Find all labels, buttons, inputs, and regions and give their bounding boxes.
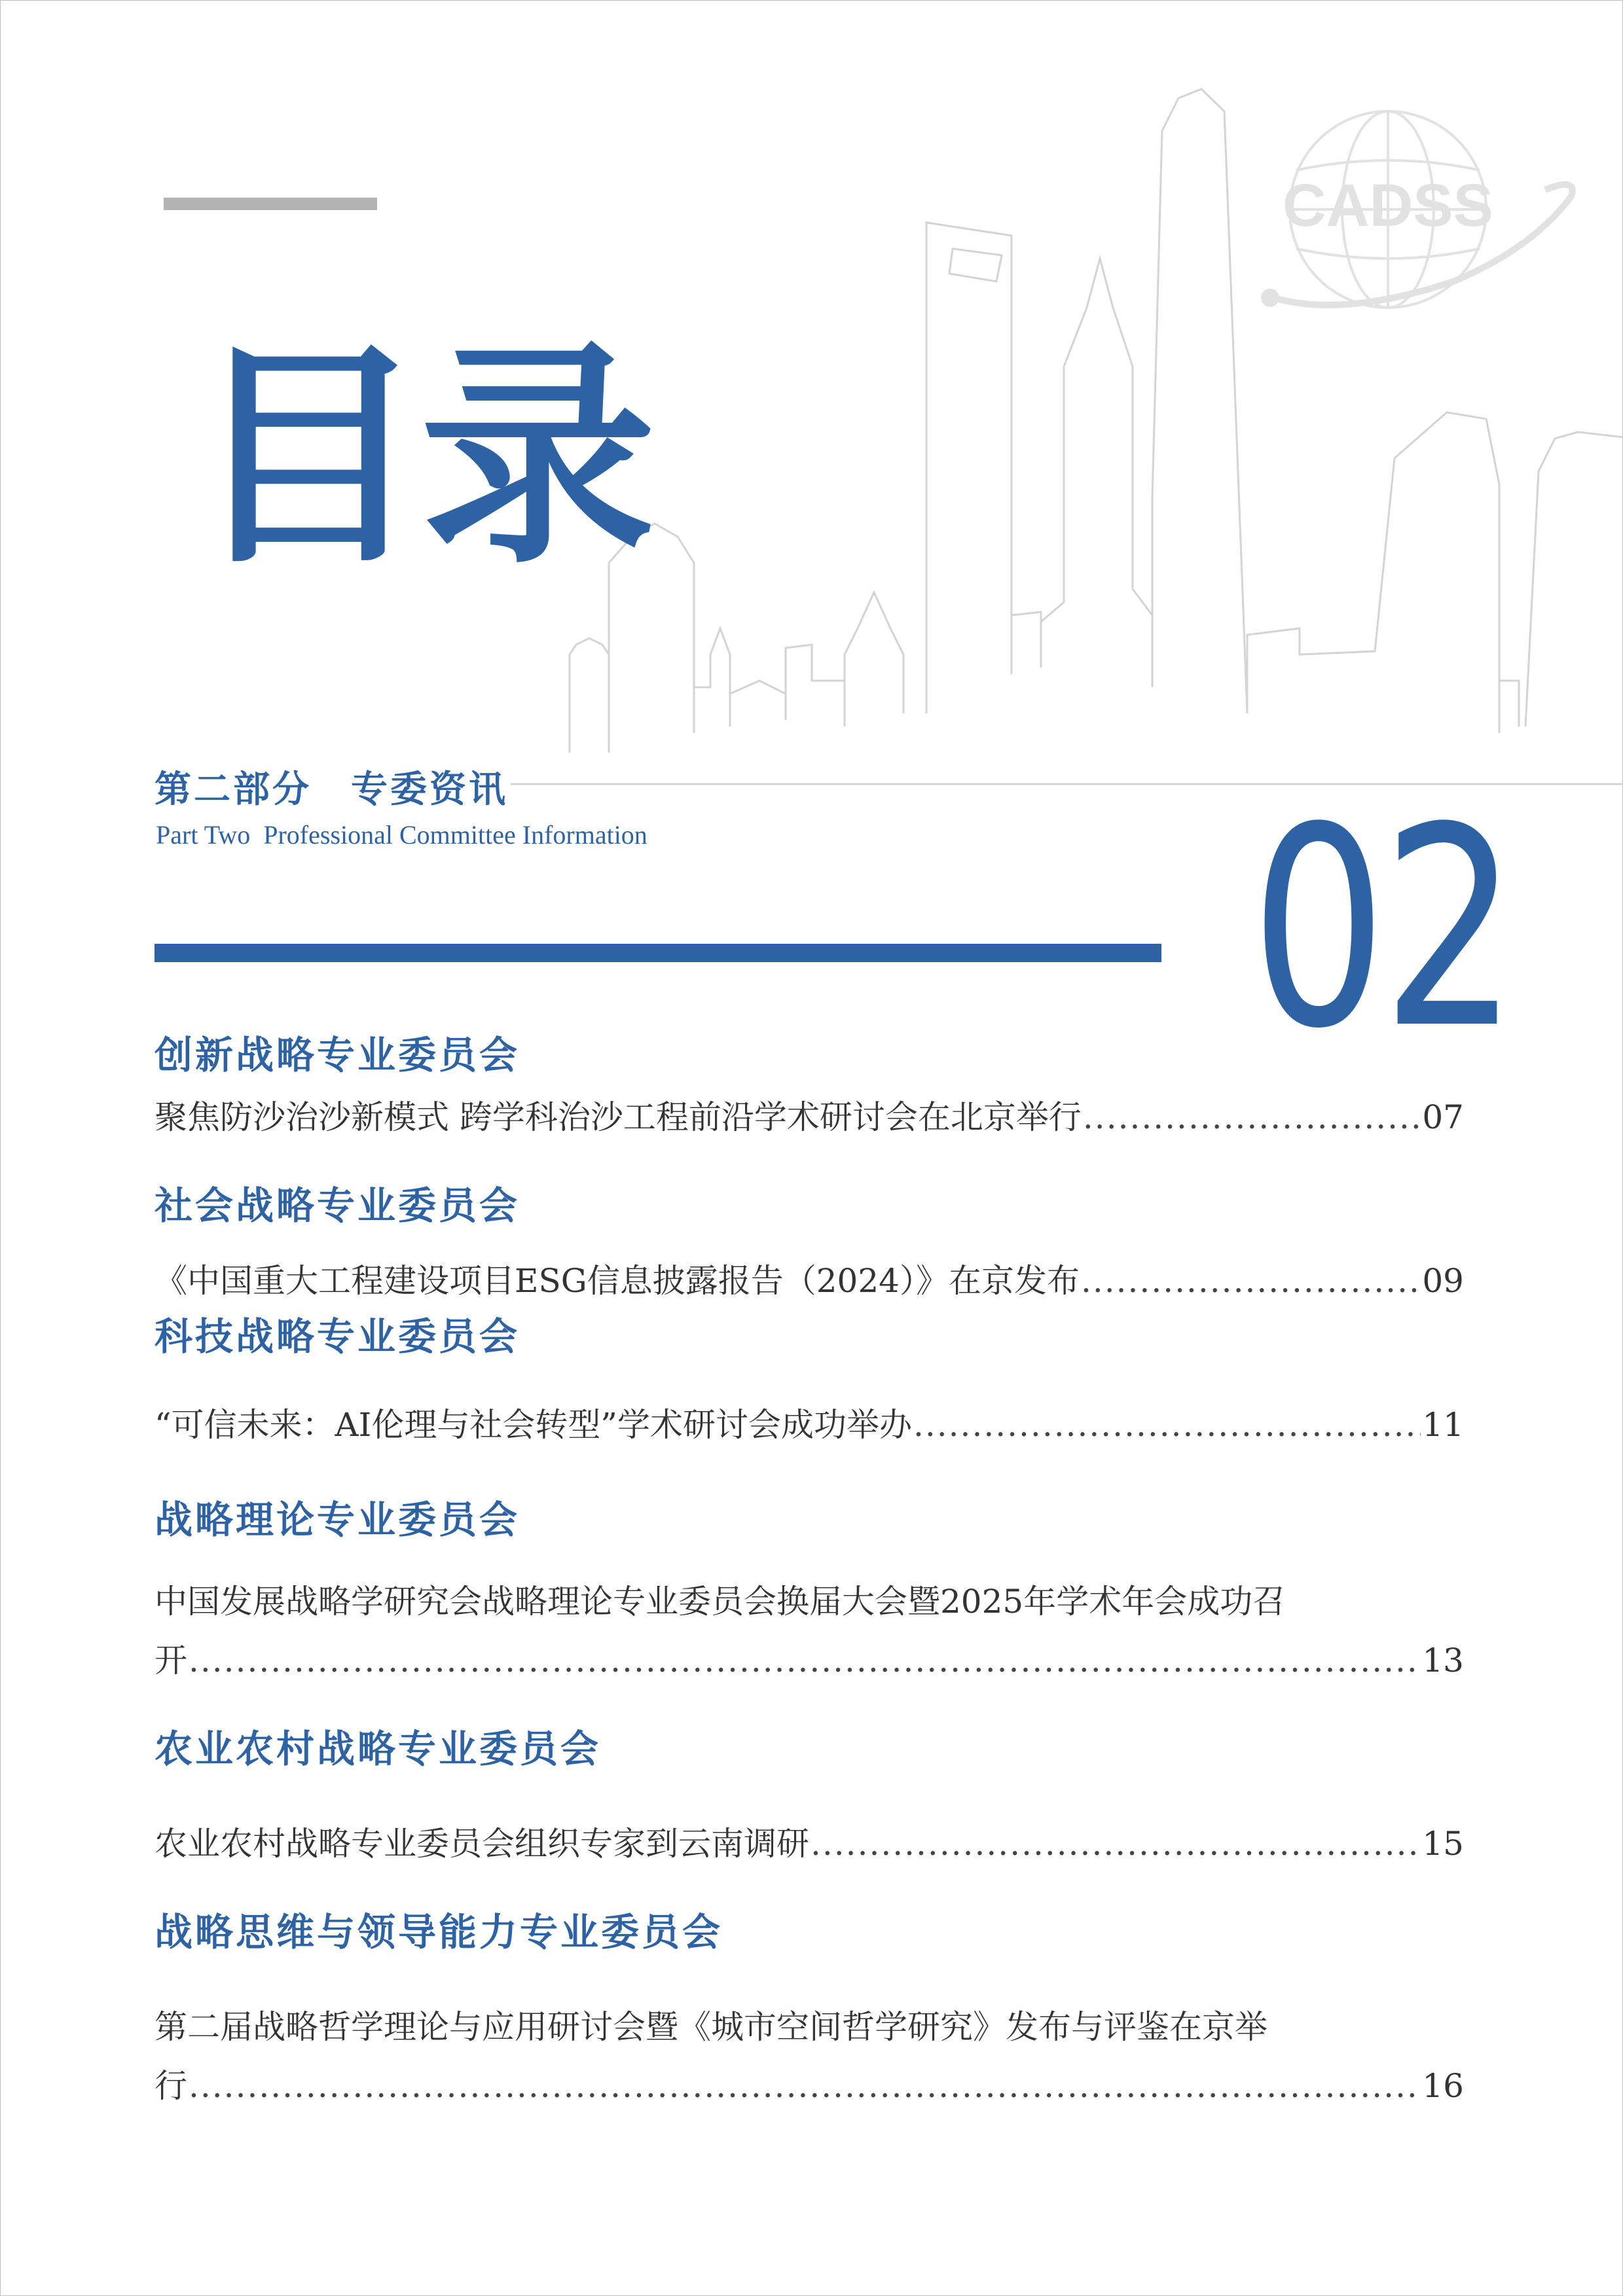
toc-page-number: 15 bbox=[1422, 1825, 1464, 1863]
toc-entry-title-line: 第二届战略哲学理论与应用研讨会暨《城市空间哲学研究》发布与评鉴在京举 bbox=[155, 2008, 1267, 2046]
svg-text:CADSS: CADSS bbox=[1282, 172, 1494, 239]
toc-entry-title: 聚焦防沙治沙新模式 跨学科治沙工程前沿学术研讨会在北京举行 bbox=[155, 1098, 1082, 1136]
toc-entry-title: “可信未来：AI伦理与社会转型”学术研讨会成功举办 bbox=[155, 1406, 912, 1444]
toc-category: 战略理论专业委员会 bbox=[155, 1498, 520, 1542]
toc-category: 创新战略专业委员会 bbox=[155, 1033, 520, 1077]
toc-entry-title: 农业农村战略专业委员会组织专家到云南调研 bbox=[155, 1825, 809, 1863]
toc-page-number: 07 bbox=[1422, 1098, 1464, 1136]
table-of-contents bbox=[155, 1029, 1464, 2115]
toc-entry-title: 行 bbox=[155, 2067, 187, 2105]
leader-dots bbox=[1083, 1088, 1421, 1147]
toc-entry-title: 《中国重大工程建设项目ESG信息披露报告（2024）》在京发布 bbox=[155, 1262, 1080, 1300]
toc-category: 科技战略专业委员会 bbox=[155, 1314, 520, 1359]
toc-category: 社会战略专业委员会 bbox=[155, 1183, 520, 1228]
toc-entry[interactable] bbox=[155, 1088, 1464, 1147]
toc-entry[interactable] bbox=[155, 1814, 1464, 1873]
toc-entry[interactable] bbox=[155, 1251, 1464, 1310]
toc-entry-title-line: 中国发展战略学研究会战略理论专业委员会换届大会暨2025年学术年会成功召 bbox=[155, 1583, 1286, 1621]
section-number: 02 bbox=[1250, 769, 1514, 1089]
page-title: 目录 bbox=[190, 321, 651, 595]
leader-dots bbox=[811, 1814, 1421, 1873]
leader-dots bbox=[189, 2056, 1421, 2115]
toc-entry[interactable] bbox=[155, 1998, 1464, 2115]
toc-page-number: 11 bbox=[1422, 1406, 1464, 1444]
leader-dots bbox=[1081, 1251, 1421, 1310]
leader-dots bbox=[189, 1631, 1421, 1690]
decorative-bar bbox=[164, 198, 377, 210]
cadss-logo bbox=[1257, 98, 1584, 334]
toc-entry-title: 开 bbox=[155, 1641, 187, 1679]
toc-category: 战略思维与领导能力专业委员会 bbox=[155, 1910, 723, 1954]
toc-entry[interactable] bbox=[155, 1395, 1464, 1454]
section-title: 第二部分 专委资讯 bbox=[155, 768, 508, 811]
leader-dots bbox=[913, 1395, 1421, 1454]
toc-entry[interactable] bbox=[155, 1572, 1464, 1690]
toc-page-number: 09 bbox=[1422, 1262, 1464, 1300]
toc-page-number: 16 bbox=[1422, 2067, 1464, 2105]
section-subtitle: Part Two Professional Committee Information bbox=[156, 820, 647, 850]
toc-page-number: 13 bbox=[1422, 1641, 1464, 1679]
section-divider bbox=[155, 944, 1161, 962]
toc-category: 农业农村战略专业委员会 bbox=[155, 1727, 602, 1771]
